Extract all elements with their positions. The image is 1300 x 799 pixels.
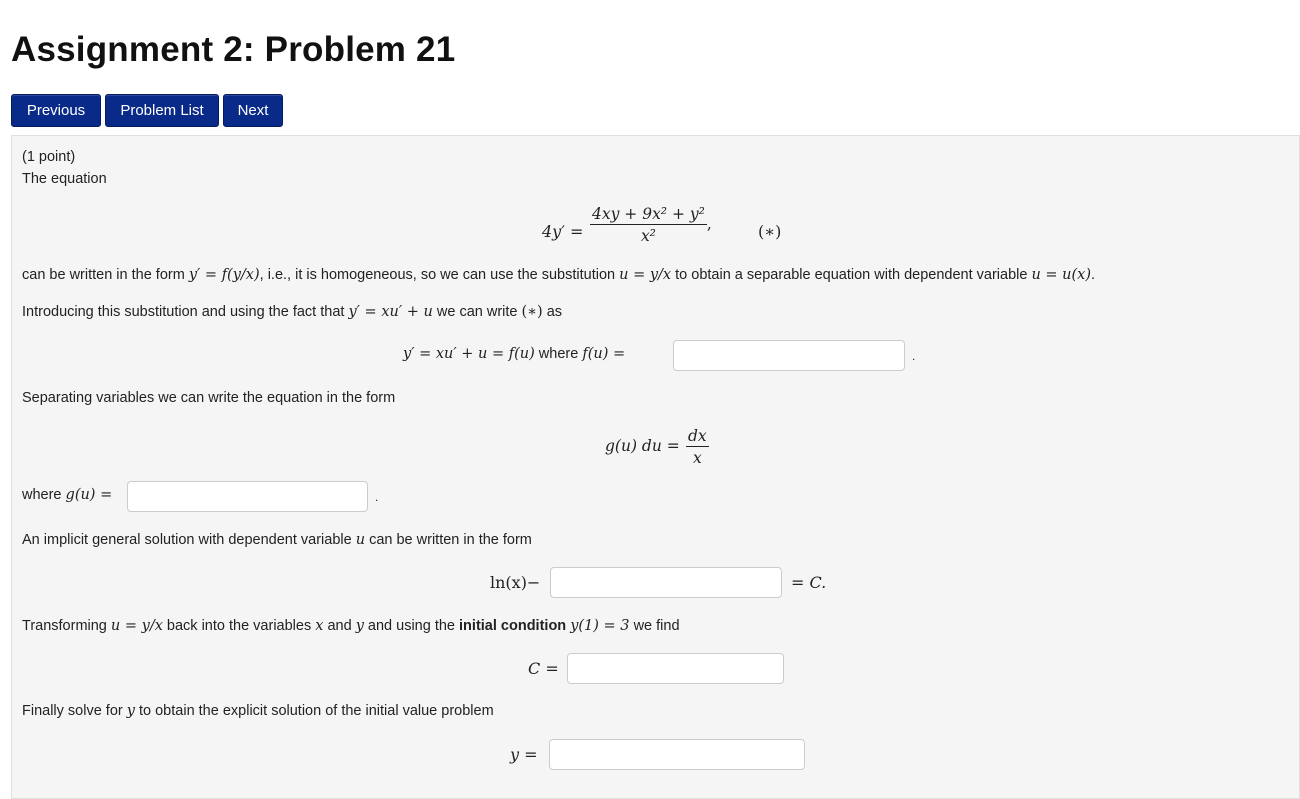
homog-text-c: to obtain a separable equation with dependent variable [675, 267, 1028, 283]
homog-math-2: u = y/x [619, 267, 672, 283]
f-where: where [538, 346, 579, 362]
trans-text-b: back into the variables [166, 618, 312, 634]
impl-text-a: An implicit general solution with dependent variable [22, 532, 352, 548]
g-equation [22, 487, 112, 503]
y-label: y = [510, 745, 538, 764]
trans-math-2: x [315, 618, 324, 634]
points-label: (1 point) [22, 149, 76, 165]
f-period: . [912, 349, 916, 363]
intro-text: The equation [22, 171, 107, 187]
intro2-text-c: as [546, 304, 563, 320]
f-lhs: y′ = xu′ + u = f(u) [403, 346, 535, 362]
trans-math-1: u = y/x [110, 618, 163, 634]
equation-fraction: $\frac{\text{4xy + 9x² + y²}}{\text{x²}}$ , [592, 205, 712, 245]
separable-denominator: x [692, 449, 702, 467]
trans-text-e: we find [633, 618, 680, 634]
separable-numerator: dx [688, 427, 707, 445]
intro2-text-a: Introducing this substitution and using the fact that [22, 304, 345, 320]
final-text-a: Finally solve for [22, 703, 123, 719]
f-label: f(u) = [582, 346, 626, 362]
impl-math: u [355, 532, 366, 548]
trans-math-3: y [355, 618, 364, 634]
g-where: where [22, 487, 62, 503]
equation-star: (∗) [758, 222, 782, 241]
y-answer-input[interactable] [549, 739, 805, 770]
page-title: Assignment 2: Problem 21 [11, 30, 456, 69]
g-period: . [375, 490, 379, 504]
initial-condition-label: initial condition [459, 618, 567, 634]
homog-text-a: can be written in the form [22, 267, 185, 283]
problem-list-button[interactable]: Problem List [105, 94, 219, 127]
g-label: g(u) = [65, 487, 113, 503]
separating-text: Separating variables we can write the equation in the form [22, 390, 396, 406]
homog-text-d: . [1091, 267, 1096, 283]
homog-math-1: y′ = f(y/x) [188, 267, 260, 283]
final-math: y [126, 703, 135, 719]
trans-text-a: Transforming [22, 618, 107, 634]
c-label: C = [528, 659, 559, 678]
previous-button[interactable]: Previous [11, 94, 101, 127]
implicit-answer-input[interactable] [550, 567, 782, 598]
substitution-text [22, 304, 562, 320]
trans-text-c: and [327, 618, 352, 634]
separable-lhs: g(u) du = [605, 437, 680, 455]
equation-numerator: 4xy + 9x² + y² [592, 205, 705, 223]
implicit-rhs: = C. [791, 573, 827, 592]
g-answer-input[interactable] [127, 481, 368, 512]
c-answer-input[interactable] [567, 653, 784, 684]
homog-text-b: , i.e., it is homogeneous, so we can use the substitution [259, 267, 616, 283]
homogeneous-text [22, 267, 1095, 283]
implicit-lhs: ln(x)− [490, 573, 541, 592]
equation-lhs: 4y′ = [542, 222, 584, 241]
intro2-text-b: we can write [436, 304, 518, 320]
final-text-b: to obtain the explicit solution of the initial value problem [139, 703, 494, 719]
separable-fraction [686, 427, 709, 467]
f-answer-input[interactable] [673, 340, 905, 371]
impl-text-b: can be written in the form [369, 532, 532, 548]
homog-math-3: u = u(x) [1031, 267, 1092, 283]
final-text [22, 703, 494, 719]
intro2-math-1: y′ = xu′ + u [348, 304, 433, 320]
implicit-text [22, 532, 532, 548]
next-button[interactable]: Next [223, 94, 283, 127]
equation-denominator: x² [640, 227, 656, 245]
transforming-text [22, 618, 680, 634]
intro2-math-2: (∗) [521, 304, 543, 320]
trans-text-d: and using the [367, 618, 455, 634]
f-equation [403, 346, 625, 362]
trans-math-4: y(1) = 3 [570, 618, 630, 634]
